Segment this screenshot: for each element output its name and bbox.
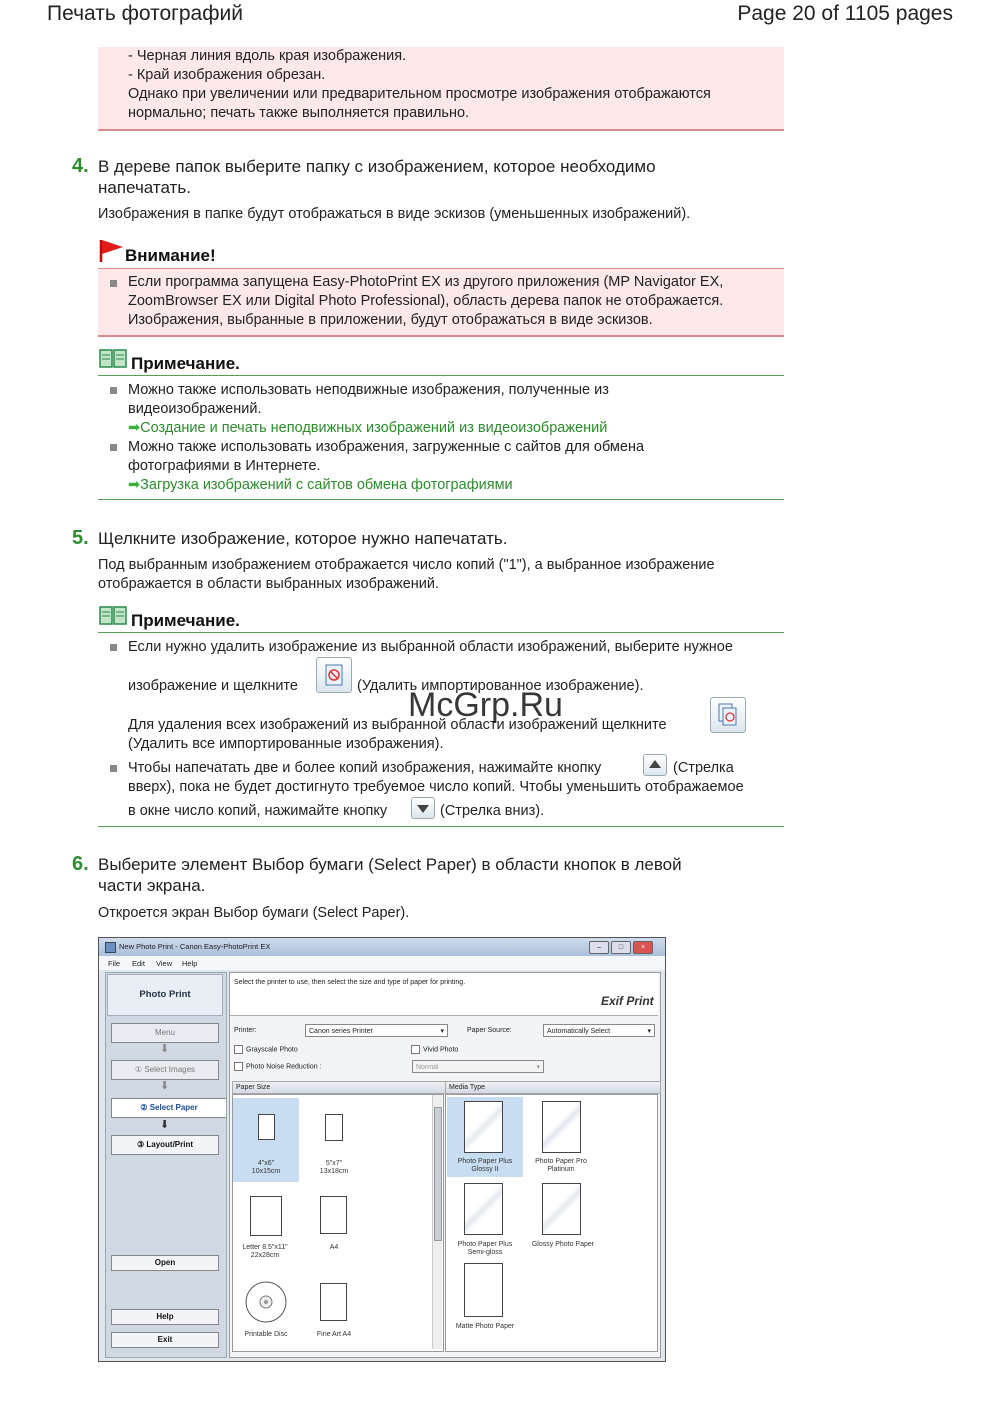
chevron-down-icon: ▾ — [536, 1064, 540, 1071]
note-line: Если нужно удалить изображение из выбранной области изображений, выберите нужное — [128, 639, 733, 655]
exif-print-logo: Exif Print — [601, 994, 654, 1008]
note-line: вверх), пока не будет достигнуто требуемое число копий. Чтобы уменьшить отображаемое — [128, 779, 744, 795]
arrow-right-icon: ➡ — [128, 420, 141, 436]
help-button[interactable]: Help — [111, 1309, 219, 1325]
scrollbar[interactable] — [432, 1095, 442, 1349]
minimize-button[interactable]: – — [589, 941, 609, 954]
checkbox[interactable] — [411, 1045, 420, 1054]
window-title: New Photo Print - Canon Easy-PhotoPrint EX — [119, 942, 271, 951]
divider — [98, 632, 784, 633]
layout-print-button[interactable] — [111, 1135, 219, 1155]
menu-view[interactable]: View — [156, 959, 173, 968]
paper-4x6-icon[interactable] — [258, 1114, 275, 1140]
paper-a4-icon[interactable] — [320, 1196, 347, 1234]
menu-file[interactable]: File — [108, 959, 121, 968]
printable-disc-icon[interactable] — [244, 1280, 288, 1324]
size-label: 4"x6" 10x15cm — [251, 1160, 281, 1175]
caution-line: нормально; печать также выполняется правильно. — [128, 105, 470, 121]
arrow-down-icon: ⬇ — [160, 1080, 170, 1092]
printer-dropdown[interactable] — [305, 1024, 448, 1037]
link-text[interactable]: Загрузка изображений с сайтов обмена фотографиями — [140, 477, 513, 493]
link-video-stills[interactable] — [128, 419, 607, 438]
note-line: в окне число копий, нажимайте кнопку — [128, 803, 388, 819]
paper-source-label: Paper Source: — [467, 1027, 512, 1034]
step-number: ① — [134, 1065, 143, 1074]
chevron-down-icon: ▾ — [440, 1028, 444, 1035]
noise-level-dropdown[interactable] — [412, 1060, 544, 1073]
media-label: Matte Photo Paper — [455, 1323, 515, 1330]
select-paper-label: Select Paper — [149, 1103, 198, 1112]
select-images-button[interactable] — [111, 1060, 219, 1080]
step-5-number: 5. — [72, 527, 89, 549]
arrow-down-icon[interactable] — [411, 797, 435, 819]
note-line: видеоизображений. — [128, 401, 262, 417]
app-window-screenshot — [98, 937, 666, 1362]
paper-letter-icon[interactable] — [250, 1196, 282, 1236]
step-4-title: напечатать. — [98, 178, 191, 197]
book-icon — [99, 605, 127, 627]
step-6-number: 6. — [72, 853, 89, 875]
arrow-down-icon: ⬇ — [160, 1043, 170, 1055]
note-line: (Удалить импортированное изображение). — [357, 678, 644, 694]
arrow-right-icon: ➡ — [128, 477, 141, 493]
bullet — [110, 644, 117, 651]
caution-line: - Черная линия вдоль края изображения. — [128, 48, 407, 64]
step-5-description: отображается в области выбранных изображений. — [98, 576, 440, 592]
checkbox[interactable] — [234, 1045, 243, 1054]
layout-print-label: Layout/Print — [146, 1140, 194, 1149]
note-line: (Стрелка вниз). — [440, 803, 545, 819]
menu-edit[interactable]: Edit — [132, 959, 145, 968]
link-photo-sharing[interactable] — [128, 476, 513, 495]
media-label: Glossy Photo Paper — [531, 1241, 595, 1248]
photo-print-label: Photo Print — [107, 974, 223, 1016]
red-flag-icon — [99, 239, 125, 263]
select-paper-button[interactable] — [111, 1098, 226, 1118]
step-4-description: Изображения в папке будут отображаться в виде эскизов (уменьшенных изображений). — [98, 206, 691, 222]
step-4-title: В дереве папок выберите папку с изображением, которое необходимо — [98, 157, 656, 176]
size-label: Printable Disc — [244, 1331, 288, 1338]
media-matte-photo-icon[interactable] — [464, 1263, 503, 1317]
noise-value: Normal — [416, 1064, 439, 1071]
note-line: Можно также использовать изображения, загруженные с сайтов для обмена — [128, 439, 645, 455]
bullet — [110, 444, 117, 451]
menu-button[interactable]: Menu — [111, 1023, 219, 1043]
link-text[interactable]: Создание и печать неподвижных изображений из видеоизображений — [140, 420, 608, 436]
bullet — [110, 765, 117, 772]
paper-source-dropdown[interactable] — [543, 1024, 655, 1037]
noise-label: Photo Noise Reduction : — [246, 1063, 322, 1071]
media-glossy-photo-icon[interactable] — [542, 1183, 581, 1235]
delete-imported-image-icon[interactable] — [316, 657, 352, 693]
arrow-down-icon: ⬇ — [160, 1119, 170, 1131]
caution-line: - Край изображения обрезан. — [128, 67, 326, 83]
attention-heading: Внимание! — [125, 246, 216, 265]
media-type-header: Media Type — [445, 1081, 661, 1094]
media-pro-platinum-icon[interactable] — [542, 1101, 581, 1153]
paper-size-header: Paper Size — [232, 1081, 447, 1094]
step-5-title: Щелкните изображение, которое нужно напечатать. — [98, 529, 508, 548]
vivid-checkbox[interactable] — [411, 1045, 458, 1054]
window-titlebar — [99, 938, 665, 956]
media-glossy-ii-icon[interactable] — [464, 1101, 503, 1153]
grayscale-label: Grayscale Photo — [246, 1046, 298, 1054]
media-label: Photo Paper Pro Platinum — [535, 1158, 587, 1173]
noise-reduction-checkbox[interactable] — [234, 1062, 322, 1071]
scrollbar-thumb[interactable] — [434, 1107, 442, 1241]
attention-line: Изображения, выбранные в приложении, будут отображаться в виде эскизов. — [128, 312, 653, 328]
maximize-button[interactable]: □ — [611, 941, 631, 954]
app-icon — [105, 942, 116, 953]
vivid-label: Vivid Photo — [423, 1046, 459, 1054]
arrow-up-icon[interactable] — [643, 754, 667, 776]
printer-label: Printer: — [234, 1027, 257, 1034]
note-line: фотографиями в Интернете. — [128, 458, 321, 474]
divider — [98, 499, 784, 500]
instruction-text: Select the printer to use, then select the size and type of paper for printing. — [234, 979, 466, 986]
step-6-title: Выберите элемент Выбор бумаги (Select Paper) в области кнопок в левой — [98, 855, 682, 874]
checkbox[interactable] — [234, 1062, 243, 1071]
paper-source-value: Automatically Select — [547, 1028, 611, 1035]
media-label: Photo Paper Plus Semi-gloss — [457, 1241, 513, 1256]
paper-5x7-icon[interactable] — [325, 1114, 343, 1141]
menu-help[interactable]: Help — [182, 959, 198, 968]
chevron-down-icon: ▾ — [647, 1028, 651, 1035]
note-line: Чтобы напечатать две и более копий изображения, нажимайте кнопку — [128, 760, 602, 776]
watermark: McGrp.Ru — [408, 686, 563, 724]
step-6-title: части экрана. — [98, 876, 206, 895]
note-line: (Стрелка — [673, 760, 734, 776]
step-6-description: Откроется экран Выбор бумаги (Select Paper). — [98, 905, 410, 921]
note-line: Для удаления всех изображений из выбранной области изображений щелкните — [128, 717, 667, 733]
caution-line: Однако при увеличении или предварительном просмотре изображения отображаются — [128, 86, 711, 102]
divider — [98, 375, 784, 376]
open-button[interactable]: Open — [111, 1255, 219, 1271]
delete-all-imported-images-icon[interactable] — [710, 697, 746, 733]
step-number: ③ — [136, 1140, 145, 1149]
step-5-description: Под выбранным изображением отображается число копий ("1"), а выбранное изображение — [98, 557, 715, 573]
document-title: Печать фотографий — [47, 2, 243, 25]
step-4-number: 4. — [72, 155, 89, 177]
bullet — [110, 387, 117, 394]
close-button[interactable]: × — [633, 941, 653, 954]
divider — [98, 826, 784, 827]
size-label: Fine Art A4 — [316, 1331, 352, 1338]
menu-bar — [99, 956, 665, 970]
media-label: Photo Paper Plus Glossy II — [457, 1158, 513, 1173]
book-icon — [99, 348, 127, 370]
printer-value: Canon series Printer — [309, 1028, 373, 1035]
paper-fine-art-a4-icon[interactable] — [320, 1283, 347, 1321]
size-label: A4 — [329, 1244, 339, 1251]
note-line: Можно также использовать неподвижные изображения, полученные из — [128, 382, 609, 398]
grayscale-checkbox[interactable] — [234, 1045, 298, 1054]
note-heading: Примечание. — [131, 354, 240, 373]
page-indicator: Page 20 of 1105 pages — [737, 2, 953, 25]
step-number: ② — [140, 1103, 148, 1112]
size-label: 5"x7" 13x18cm — [319, 1160, 349, 1175]
exit-button[interactable]: Exit — [111, 1332, 219, 1348]
attention-line: Если программа запущена Easy-PhotoPrint EX из другого приложения (MP Navigator EX, — [128, 274, 724, 290]
select-images-label: Select Images — [144, 1065, 196, 1074]
note-line: изображение и щелкните — [128, 678, 298, 694]
attention-line: ZoomBrowser EX или Digital Photo Professional), область дерева папок не отображается. — [128, 293, 724, 309]
note-line: (Удалить все импортированные изображения). — [128, 736, 444, 752]
size-label: Letter 8.5"x11" 22x28cm — [242, 1244, 288, 1259]
bullet — [110, 280, 117, 287]
media-semi-gloss-icon[interactable] — [464, 1183, 503, 1235]
note-heading: Примечание. — [131, 611, 240, 630]
